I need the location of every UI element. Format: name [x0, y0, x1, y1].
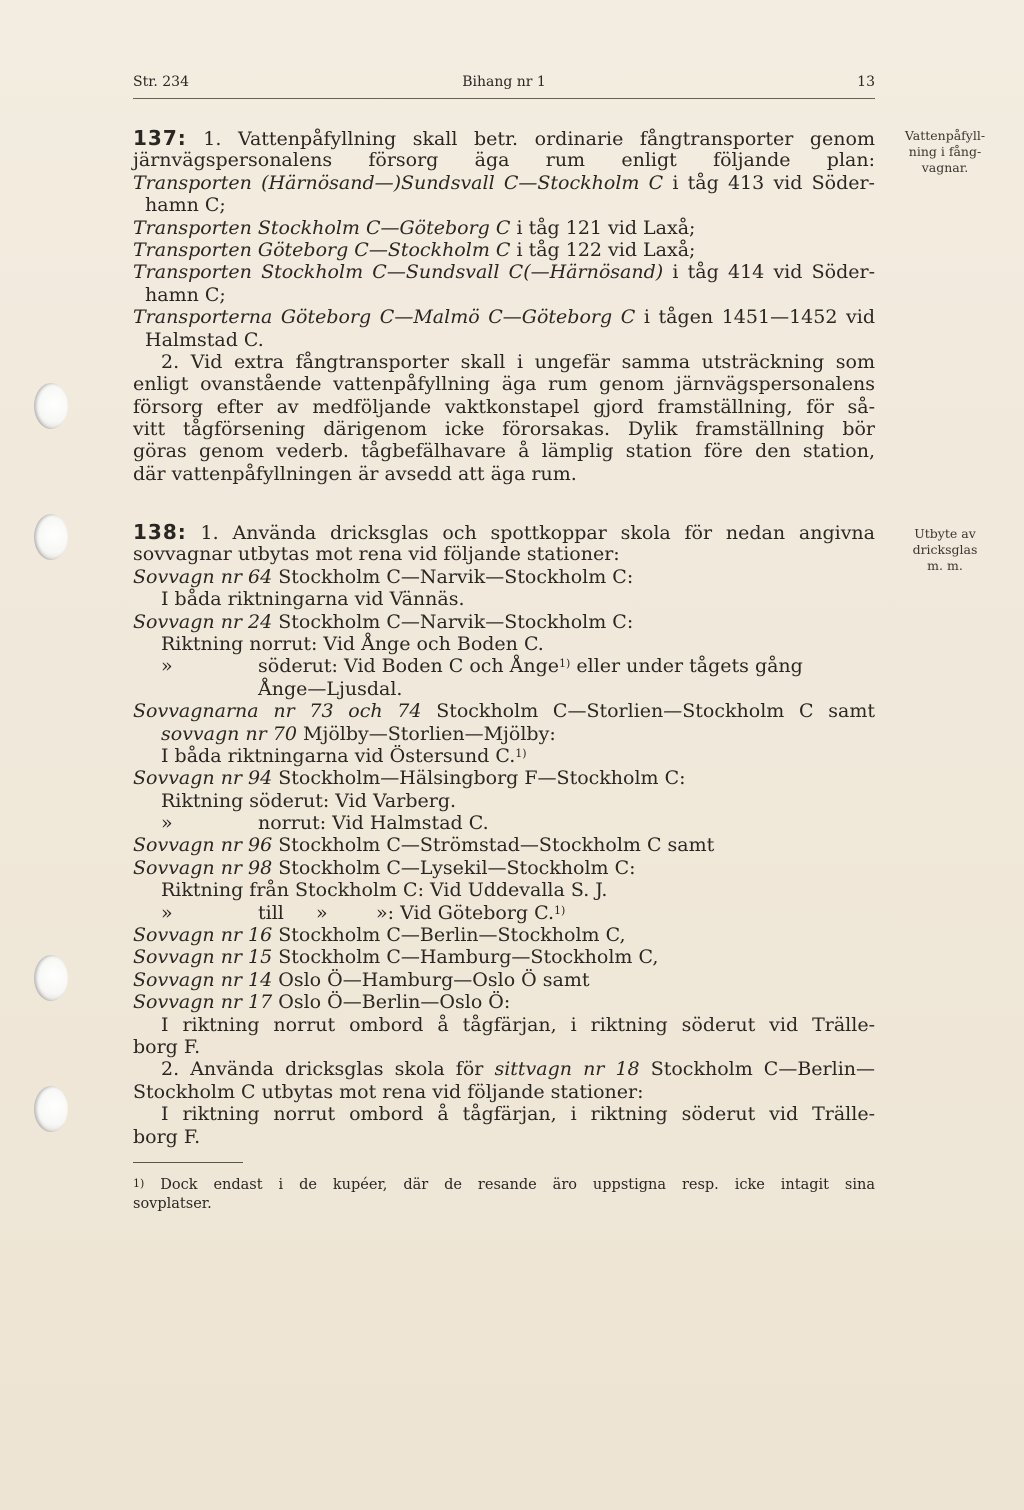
section-number: 137:	[133, 126, 187, 150]
margin-note-line: Utbyte av	[914, 526, 976, 541]
header-rule	[133, 98, 875, 99]
margin-note-line: m. m.	[927, 558, 963, 573]
footnote-line: $^{1)}$ Dock endast i de kupéer, där de resande äro uppstigna resp. icke intagit sina	[133, 1177, 875, 1193]
text-line: Sovvagn nr 24 Stockholm C—Narvik—Stockholm C:	[133, 610, 634, 633]
text-line: I riktning norrut ombord å tågfärjan, i riktning söderut vid Trälle-	[161, 1103, 875, 1126]
text-line: borg F.	[133, 1125, 201, 1148]
page-header-left: Str. 234	[133, 74, 189, 90]
text-line: järnvägspersonalens försorg äga rum enligt följande plan:	[133, 149, 875, 172]
text-line: Ånge—Ljusdal.	[258, 677, 403, 700]
text-line: Sovvagn nr 14 Oslo Ö—Hamburg—Oslo Ö samt	[133, 968, 590, 991]
text-line: Sovvagn nr 16 Stockholm C—Berlin—Stockholm C,	[133, 924, 626, 947]
page-header-center: Bihang nr 1	[462, 74, 546, 90]
margin-note-line: vagnar.	[921, 160, 969, 175]
text-line: » till » »: Vid Göteborg C.$^{1)}$	[161, 901, 566, 924]
text-line: Riktning norrut: Vid Ånge och Boden C.	[161, 632, 544, 655]
punch-hole	[34, 383, 68, 429]
text-line: Riktning från Stockholm C: Vid Uddevalla S. J.	[161, 879, 608, 902]
text-line: Transporten Stockholm C—Sundsvall C(—Härnösand) i tåg 414 vid Söder-	[133, 261, 875, 284]
text-line: Sovvagn nr 17 Oslo Ö—Berlin—Oslo Ö:	[133, 991, 511, 1014]
text-line: hamn C;	[145, 283, 226, 306]
section-137	[133, 127, 875, 485]
text-line: » norrut: Vid Halmstad C.	[161, 812, 489, 835]
margin-note-line: dricksglas	[912, 542, 978, 557]
text-line: vitt tågförsening därigenom icke förorsakas. Dylik framställning bör	[133, 418, 875, 441]
text-line: Sovvagnarna nr 73 och 74 Stockholm C—Storlien—Stockholm C samt	[133, 700, 875, 723]
punch-hole	[34, 1086, 68, 1132]
text-line: Sovvagn nr 94 Stockholm—Hälsingborg F—Stockholm C:	[133, 767, 686, 790]
text-line: Sovvagn nr 64 Stockholm C—Narvik—Stockholm C:	[133, 565, 634, 588]
text-line: Stockholm C utbytas mot rena vid följande stationer:	[133, 1080, 644, 1103]
text-line: Sovvagn nr 15 Stockholm C—Hamburg—Stockholm C,	[133, 946, 659, 969]
punch-hole	[34, 955, 68, 1001]
text-line: sovvagn nr 70 Mjölby—Storlien—Mjölby:	[161, 722, 556, 745]
text-line: I båda riktningarna vid Vännäs.	[161, 588, 465, 611]
text-line: 137: 1. Vattenpåfyllning skall betr. ordinarie fångtransporter genom	[133, 126, 875, 150]
text-line: borg F.	[133, 1035, 201, 1058]
text-line: Sovvagn nr 96 Stockholm C—Strömstad—Stockholm C samt	[133, 834, 715, 857]
margin-note-line: ning i fång-	[908, 144, 982, 159]
text-line: där vattenpåfyllningen är avsedd att äga rum.	[133, 462, 577, 485]
text-line: I båda riktningarna vid Östersund C.$^{1)}$	[161, 744, 527, 767]
text-line: försorg efter av medföljande vaktkonstapel gjord framställning, för så-	[133, 395, 875, 418]
margin-note-line: Vattenpåfyll-	[904, 128, 986, 143]
footnote	[133, 1176, 875, 1214]
punch-hole	[34, 514, 68, 560]
section-138	[133, 521, 875, 1148]
text-line: enligt ovanstående vattenpåfyllning äga rum genom järnvägspersonalens	[133, 373, 875, 396]
page-number: 13	[857, 74, 875, 90]
text-line: I riktning norrut ombord å tågfärjan, i riktning söderut vid Trälle-	[161, 1013, 875, 1036]
margin-note-137	[880, 128, 1010, 176]
text-line: 2. Vid extra fångtransporter skall i ungefär samma utsträckning som	[161, 350, 875, 373]
text-line: Riktning söderut: Vid Varberg.	[161, 789, 457, 812]
text-line: 2. Använda dricksglas skola för sittvagn nr 18 Stockholm C—Berlin—	[161, 1058, 876, 1081]
text-line: Transporterna Göteborg C—Malmö C—Göteborg C i tågen 1451—1452 vid	[133, 306, 875, 329]
section-number: 138:	[133, 520, 187, 544]
page-header	[133, 74, 875, 98]
text-line: göras genom vederb. tågbefälhavare å lämplig station före den station,	[133, 440, 875, 463]
text-line: Halmstad C.	[145, 328, 264, 351]
text-line: 138: 1. Använda dricksglas och spottkoppar skola för nedan angivna	[133, 520, 875, 544]
margin-note-138	[880, 526, 1010, 574]
text-line: Transporten Stockholm C—Göteborg C i tåg 121 vid Laxå;	[133, 216, 696, 239]
text-line: Transporten (Härnösand—)Sundsvall C—Stockholm C i tåg 413 vid Söder-	[133, 171, 875, 194]
text-line: hamn C;	[145, 194, 226, 217]
footnote-rule	[133, 1162, 243, 1163]
text-line: sovvagnar utbytas mot rena vid följande stationer:	[133, 543, 620, 566]
text-line: Transporten Göteborg C—Stockholm C i tåg 122 vid Laxå;	[133, 238, 696, 261]
text-line: Sovvagn nr 98 Stockholm C—Lysekil—Stockholm C:	[133, 856, 636, 879]
footnote-line: sovplatser.	[133, 1196, 212, 1212]
text-line: » söderut: Vid Boden C och Ånge$^{1)}$ eller under tågets gång	[161, 655, 803, 678]
